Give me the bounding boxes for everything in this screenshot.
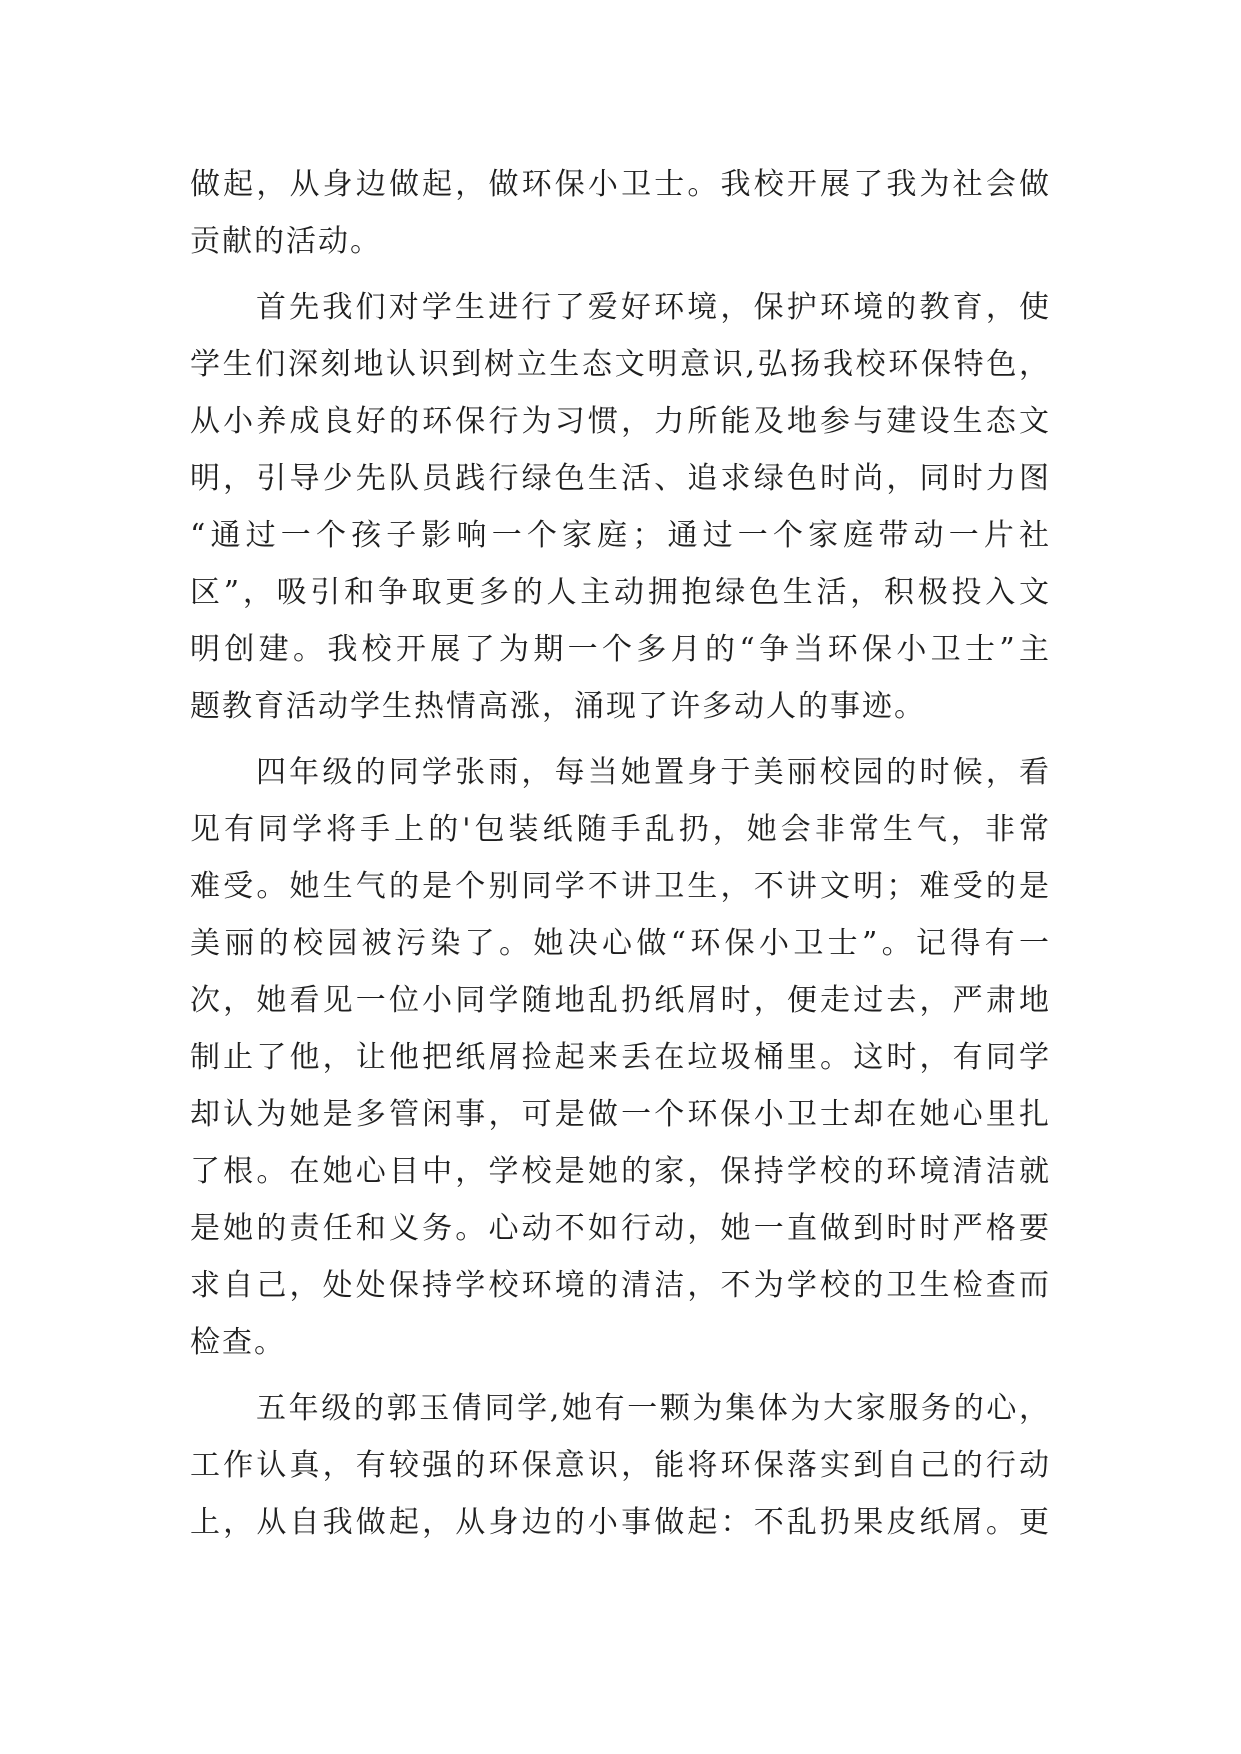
text-line: 首先我们对学生进行了爱好环境，保护环境的教育，使 xyxy=(256,290,1051,325)
paragraph xyxy=(190,1380,1051,1551)
document-body xyxy=(190,156,1051,1551)
text-line: “通过一个孩子影响一个家庭；通过一个家庭带动一片社 xyxy=(190,518,1051,553)
text-line: 检查。 xyxy=(190,1325,286,1360)
text-line: 制止了他，让他把纸屑捡起来丢在垃圾桶里。这时，有同学 xyxy=(190,1040,1051,1075)
text-line: 学生们深刻地认识到树立生态文明意识,弘扬我校环保特色， xyxy=(190,347,1051,382)
paragraph xyxy=(190,279,1051,735)
text-line: 明，引导少先队员践行绿色生活、追求绿色时尚，同时力图 xyxy=(190,461,1051,496)
text-line: 四年级的同学张雨，每当她置身于美丽校园的时候，看 xyxy=(256,755,1051,790)
text-line: 难受。她生气的是个别同学不讲卫生，不讲文明；难受的是 xyxy=(190,869,1051,904)
paragraph xyxy=(190,744,1051,1371)
text-line: 美丽的校园被污染了。她决心做“环保小卫士”。记得有一 xyxy=(190,926,1051,961)
paragraph xyxy=(190,156,1051,270)
text-line: 贡献的活动。 xyxy=(190,224,382,259)
text-line: 上，从自我做起，从身边的小事做起：不乱扔果皮纸屑。更 xyxy=(190,1505,1051,1540)
text-line: 明创建。我校开展了为期一个多月的“争当环保小卫士”主 xyxy=(190,632,1051,667)
text-line: 了根。在她心目中，学校是她的家，保持学校的环境清洁就 xyxy=(190,1154,1051,1189)
text-line: 从小养成良好的环保行为习惯，力所能及地参与建设生态文 xyxy=(190,404,1051,439)
text-line: 见有同学将手上的'包装纸随手乱扔，她会非常生气，非常 xyxy=(190,812,1051,847)
text-line: 却认为她是多管闲事，可是做一个环保小卫士却在她心里扎 xyxy=(190,1097,1051,1132)
text-line: 区”，吸引和争取更多的人主动拥抱绿色生活，积极投入文 xyxy=(190,575,1051,610)
text-line: 工作认真，有较强的环保意识，能将环保落实到自己的行动 xyxy=(190,1448,1051,1483)
text-line: 求自己，处处保持学校环境的清洁，不为学校的卫生检查而 xyxy=(190,1268,1051,1303)
text-line: 是她的责任和义务。心动不如行动，她一直做到时时严格要 xyxy=(190,1211,1051,1246)
text-line: 做起，从身边做起，做环保小卫士。我校开展了我为社会做 xyxy=(190,167,1051,202)
text-line: 五年级的郭玉倩同学,她有一颗为集体为大家服务的心， xyxy=(256,1391,1051,1426)
text-line: 题教育活动学生热情高涨，涌现了许多动人的事迹。 xyxy=(190,689,926,724)
text-line: 次，她看见一位小同学随地乱扔纸屑时，便走过去，严肃地 xyxy=(190,983,1051,1018)
